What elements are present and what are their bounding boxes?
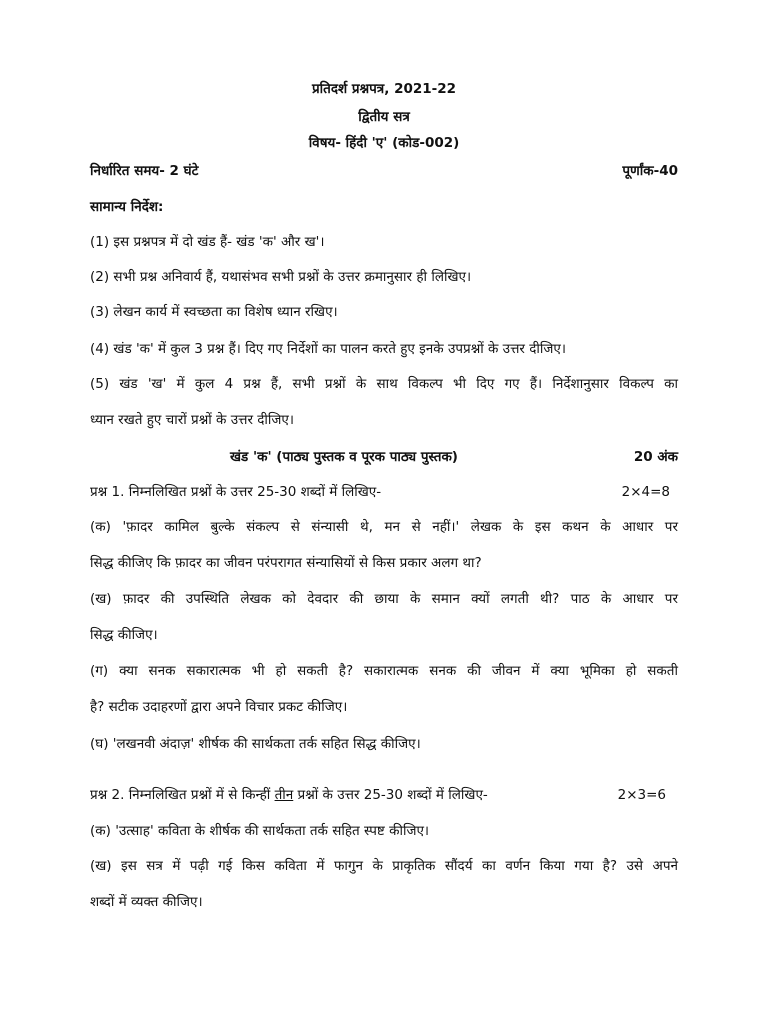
question-1-line: (घ) 'लखनवी अंदाज़' शीर्षक की सार्थकता तर्क सहित सिद्ध कीजिए। <box>90 736 421 752</box>
underlined-word: तीन <box>274 787 294 803</box>
question-1-marks: 2×4=8 <box>621 484 670 500</box>
instruction-item: (5) खंड 'ख' में कुल 4 प्रश्न हैं, सभी प्रश्नों के साथ विकल्प भी दिए गए हैं। निर्देशानुसार विकल्प का <box>90 376 678 392</box>
question-1-line: (ग) क्या सनक सकारात्मक भी हो सकती है? सकारात्मक सनक की जीवन में क्या भूमिका हो सकती <box>90 663 678 679</box>
paper-title: प्रतिदर्श प्रश्नपत्र, 2021-22 <box>311 81 457 97</box>
section-a-marks: 20 अंक <box>633 449 678 465</box>
question-1-line: है? सटीक उदाहरणों द्वारा अपने विचार प्रकट कीजिए। <box>90 699 348 715</box>
question-2-line: शब्दों में व्यक्त कीजिए। <box>90 894 203 910</box>
instruction-item: (2) सभी प्रश्न अनिवार्य हैं, यथासंभव सभी प्रश्नों के उत्तर क्रमानुसार ही लिखिए। <box>90 269 472 285</box>
instruction-item: (1) इस प्रश्नपत्र में दो खंड हैं- खंड 'क' और ख'। <box>90 234 325 250</box>
question-2-marks: 2×3=6 <box>617 787 666 803</box>
question-2-line: (ख) इस सत्र में पढ़ी गई किस कविता में फागुन के प्राकृतिक सौंदर्य का वर्णन किया गया है? उसे अपने <box>90 858 678 874</box>
question-1-line: सिद्ध कीजिए। <box>90 627 158 643</box>
instructions-heading: सामान्य निर्देश: <box>90 199 164 215</box>
question-1-line: सिद्ध कीजिए कि फ़ादर का जीवन परंपरागत संन्यासियों से किस प्रकार अलग था? <box>90 555 482 571</box>
section-a-heading: खंड 'क' (पाठ्य पुस्तक व पूरक पाठ्य पुस्तक) <box>230 449 458 465</box>
time-marks-row <box>90 162 678 180</box>
question-1-line: (क) 'फ़ादर कामिल बुल्के संकल्प से संन्यासी थे, मन से नहीं।' लेखक के इस कथन के आधार पर <box>90 519 678 535</box>
question-1-row <box>90 483 678 501</box>
instruction-item: (4) खंड 'क' में कुल 3 प्रश्न हैं। दिए गए निर्देशों का पालन करते हुए इनके उपप्रश्नों के उत्तर दीजिए। <box>90 341 566 357</box>
instruction-item: ध्यान रखते हुए चारों प्रश्नों के उत्तर दीजिए। <box>90 412 295 428</box>
question-2-row <box>90 786 678 804</box>
question-2-text: प्रश्न 2. निम्नलिखित प्रश्नों में से किन्हीं तीन प्रश्नों के उत्तर 25-30 शब्दों में लिखिए- <box>90 787 488 803</box>
term-title: द्वितीय सत्र <box>358 109 410 125</box>
instruction-item: (3) लेखन कार्य में स्वच्छता का विशेष ध्यान रखिए। <box>90 304 338 320</box>
total-marks: पूर्णांक-40 <box>622 163 678 179</box>
question-1-text: प्रश्न 1. निम्नलिखित प्रश्नों के उत्तर 25-30 शब्दों में लिखिए- <box>90 484 382 500</box>
question-1-line: (ख) फ़ादर की उपस्थिति लेखक को देवदार की छाया के समान क्यों लगती थी? पाठ के आधार पर <box>90 591 678 607</box>
time-allowed: निर्धारित समय- 2 घंटे <box>90 163 199 179</box>
question-2-line: (क) 'उत्साह' कविता के शीर्षक की सार्थकता तर्क सहित स्पष्ट कीजिए। <box>90 823 430 839</box>
subject-title: विषय- हिंदी 'ए' (कोड-002) <box>308 135 460 151</box>
